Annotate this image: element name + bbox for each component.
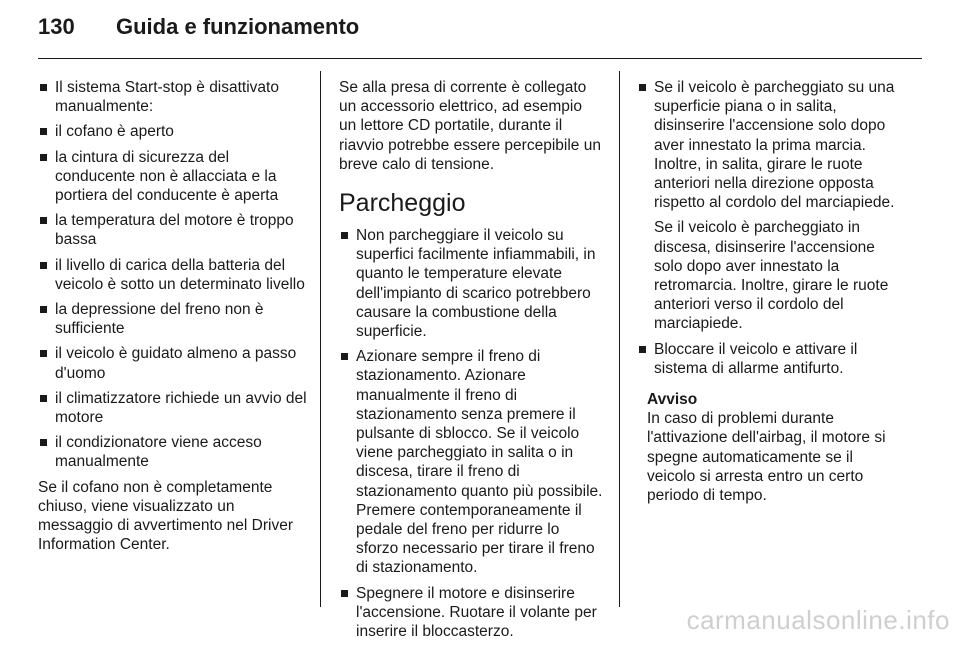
list-item-continuation: Se il veicolo è parcheggiato in discesa, disinserire l'accensione solo dopo aver innestato la retromarcia. Inoltre, girare le ruote anteriori verso il cordolo del marciapiede. xyxy=(654,219,889,333)
header-rule xyxy=(38,58,922,59)
watermark: carmanualsonline.info xyxy=(686,605,950,635)
note-title: Avviso xyxy=(647,391,698,409)
parking-list-continued xyxy=(637,78,905,378)
list-item: Bloccare il veicolo e attivare il sistema di allarme antifurto. xyxy=(637,340,905,378)
note-text: In caso di problemi durante l'attivazione dell'airbag, il motore si spegne automaticamente se il veicolo si arresta entro un certo periodo di tempo. xyxy=(647,410,886,505)
column-divider-2 xyxy=(619,71,620,607)
list-item: Spegnere il motore e disinserire l'accensione. Ruotare il volante per inserire il bloccasterzo. xyxy=(339,584,603,642)
bullet-icon xyxy=(639,346,646,353)
list-item: il climatizzatore richiede un avvio del motore xyxy=(38,389,310,427)
column-1 xyxy=(38,78,310,560)
list-item: il veicolo è guidato almeno a passo d'uomo xyxy=(38,344,310,382)
column-divider-1 xyxy=(320,71,321,607)
list-item: Non parcheggiare il veicolo su superfici facilmente infiammabili, in quanto le temperature elevate dell'impianto di scarico potrebbero causare la combustione della superficie. xyxy=(339,226,603,341)
list-item: la cintura di sicurezza del conducente non è allacciata e la portiera del conducente è aperta xyxy=(38,148,310,206)
start-stop-conditions-list xyxy=(38,78,310,472)
bullet-icon xyxy=(341,590,348,597)
bullet-icon xyxy=(341,353,348,360)
column-2 xyxy=(339,78,603,647)
parking-list xyxy=(339,226,603,641)
intro-paragraph: Se alla presa di corrente è collegato un accessorio elettrico, ad esempio un lettore CD portatile, durante il riavvio potrebbe essere percepibile un breve calo di tensione. xyxy=(339,79,601,173)
page-title: Guida e funzionamento xyxy=(116,14,360,39)
list-item: la depressione del freno non è sufficiente xyxy=(38,300,310,338)
column-3 xyxy=(637,78,905,505)
list-item: Azionare sempre il freno di stazionamento. Azionare manualmente il freno di stazionamento senza premere il pulsante di sblocco. Se il veicolo viene parcheggiato in salita o in discesa, tirare il freno di stazionamento quanto più possibile. Premere contemporaneamente il pedale del freno per ridurre lo sforzo necessario per tirare il freno di stazionamento. xyxy=(339,347,603,577)
bullet-icon xyxy=(40,154,47,161)
page-number: 130 xyxy=(38,14,75,39)
bullet-icon xyxy=(40,217,47,224)
bullet-icon xyxy=(341,232,348,239)
list-item: il condizionatore viene acceso manualmente xyxy=(38,433,310,471)
bullet-icon xyxy=(40,128,47,135)
list-item: Il sistema Start-stop è disattivato manualmente: xyxy=(38,78,310,116)
section-title: Parcheggio xyxy=(339,189,466,218)
bullet-icon xyxy=(40,439,47,446)
bullet-icon xyxy=(40,84,47,91)
bullet-icon xyxy=(40,395,47,402)
list-item: Se il veicolo è parcheggiato su una superficie piana o in salita, disinserire l'accensione solo dopo aver innestato la prima marcia. Inoltre, in salita, girare le ruote anteriori nella direzione opposta rispetto al cordolo del marciapiede. Se il veicolo è parcheggiato in discesa, disinserire l'accensione solo dopo aver innestato la retromarcia. Inoltre, girare le ruote anteriori verso il cordolo del marciapiede. xyxy=(637,78,905,334)
bullet-icon xyxy=(639,84,646,91)
list-item: il cofano è aperto xyxy=(38,122,310,141)
hood-warning-paragraph: Se il cofano non è completamente chiuso, viene visualizzato un messaggio di avvertimento nel Driver Information Center. xyxy=(38,478,293,554)
list-item: la temperatura del motore è troppo bassa xyxy=(38,211,310,249)
bullet-icon xyxy=(40,306,47,313)
list-item: il livello di carica della batteria del veicolo è sotto un determinato livello xyxy=(38,256,310,294)
bullet-icon xyxy=(40,262,47,269)
page-header xyxy=(38,14,922,40)
bullet-icon xyxy=(40,350,47,357)
